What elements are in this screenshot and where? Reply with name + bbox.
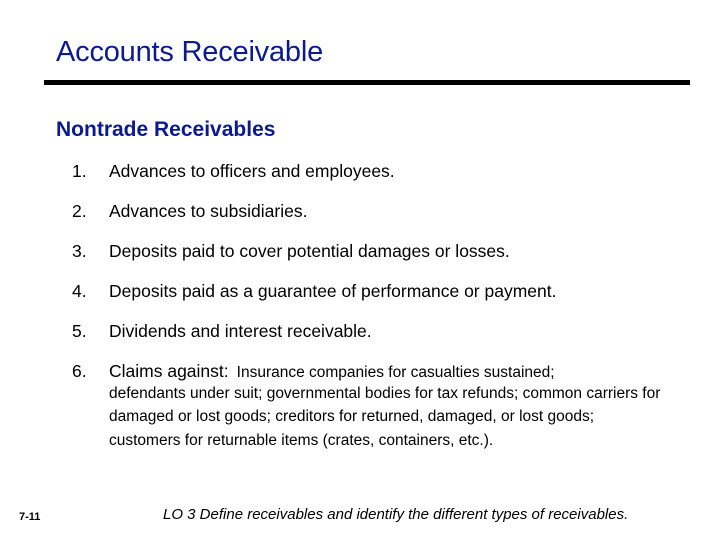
list-item-number: 4. [72,281,87,301]
receivables-list [72,158,672,398]
list-item-text: Deposits paid to cover potential damages or losses. [109,241,510,261]
slide-number: 7-11 [19,511,41,523]
list-item-number: 3. [72,241,87,261]
section-heading: Nontrade Receivables [56,118,276,141]
list-item-lead: Claims against: [109,361,229,381]
list-item-number: 5. [72,321,87,341]
slide-title: Accounts Receivable [56,36,324,68]
list-item-text: Advances to subsidiaries. [109,201,308,221]
list-item-2 [72,198,672,238]
list-item-subtext: Insurance companies for casualties sustained; [236,364,555,381]
list-item-1 [72,158,672,198]
list-item-number: 2. [72,201,87,221]
list-item-number: 1. [72,161,87,181]
list-item-text: Dividends and interest receivable. [109,321,372,341]
list-item-4 [72,278,672,318]
list-item-text: Deposits paid as a guarantee of performance or payment. [109,281,557,301]
title-divider [44,80,690,85]
learning-objective-footer: LO 3 Define receivables and identify the different types of receivables. [163,506,629,523]
list-item-3 [72,238,672,278]
list-item-5 [72,318,672,358]
list-item-text: Advances to officers and employees. [109,161,395,181]
list-item-number: 6. [72,361,87,381]
claims-continuation-text: defendants under suit; governmental bodies for tax refunds; common carriers for damaged or lost goods; creditors for returned, damaged, or lost goods; customers for returnable items (crates, containers, etc.). [109,385,661,449]
